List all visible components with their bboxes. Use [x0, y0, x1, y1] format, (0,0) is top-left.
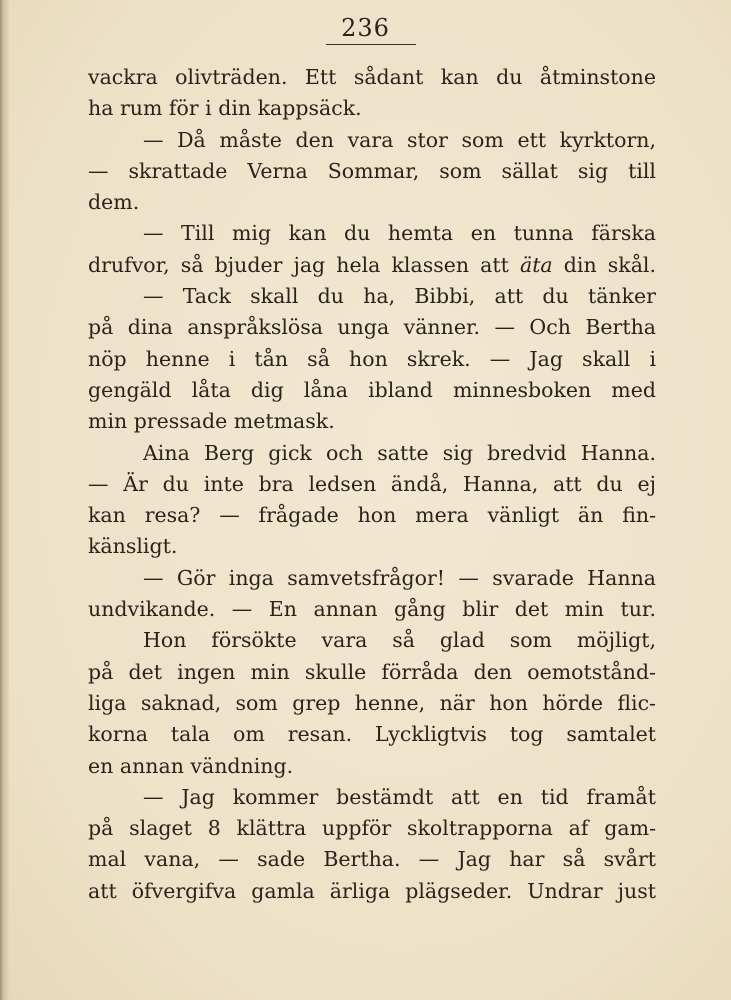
text-line: på dina anspråkslösa unga vänner. — Och Bertha	[88, 315, 656, 340]
text-line: gengäld låta dig låna ibland minnesboken med	[88, 377, 656, 402]
body-text	[88, 62, 656, 907]
italic-word: äta	[519, 252, 553, 277]
text-line: — Då måste den vara stor som ett kyrktorn,	[143, 127, 656, 152]
text-line: liga saknad, som grep henne, när hon hörde flic-	[88, 690, 656, 715]
page-number: 236	[341, 14, 390, 42]
text-line: nöp henne i tån så hon skrek. — Jag skall i	[88, 346, 656, 371]
text-line	[88, 250, 656, 281]
text-line: — Gör inga samvetsfrågor! — svarade Hanna	[143, 565, 656, 590]
text-line: kan resa? — frågade hon mera vänligt än fin-	[88, 503, 656, 528]
text-line: — Till mig kan du hemta en tunna färska	[143, 221, 656, 246]
text-line: att öfvergifva gamla ärliga plägseder. Undrar just	[88, 878, 656, 903]
text-line: en annan vändning.	[88, 753, 294, 778]
page-gutter	[0, 0, 9, 1000]
text-line: på slaget 8 klättra uppför skoltrapporna af gam-	[88, 816, 656, 841]
text-segment: drufvor, så bjuder jag hela klassen att	[88, 252, 520, 277]
text-line: på det ingen min skulle förråda den oemotstånd-	[88, 659, 656, 684]
text-line: undvikande. — En annan gång blir det min tur.	[88, 597, 656, 622]
text-line: Hon försökte vara så glad som möjligt,	[143, 628, 656, 653]
text-line: dem.	[88, 190, 140, 215]
text-line: vackra olivträden. Ett sådant kan du åtminstone	[88, 65, 656, 89]
text-line: korna tala om resan. Lyckligtvis tog samtalet	[88, 722, 656, 747]
text-line: Aina Berg gick och satte sig bredvid Hanna.	[143, 440, 656, 465]
text-line: — Är du inte bra ledsen ändå, Hanna, att du ej	[88, 471, 656, 496]
header-rule	[326, 44, 416, 45]
text-line: — Tack skall du ha, Bibbi, att du tänker	[143, 284, 656, 309]
text-segment: din skål.	[563, 252, 656, 277]
text-line: — Jag kommer bestämdt att en tid framåt	[143, 784, 656, 809]
text-line: — skrattade Verna Sommar, som sällat sig till	[88, 158, 656, 183]
text-line: känsligt.	[88, 534, 178, 559]
text-line: min pressade metmask.	[88, 409, 335, 434]
text-line: mal vana, — sade Bertha. — Jag har så svårt	[88, 847, 656, 872]
text-line: ha rum för i din kappsäck.	[88, 96, 362, 121]
